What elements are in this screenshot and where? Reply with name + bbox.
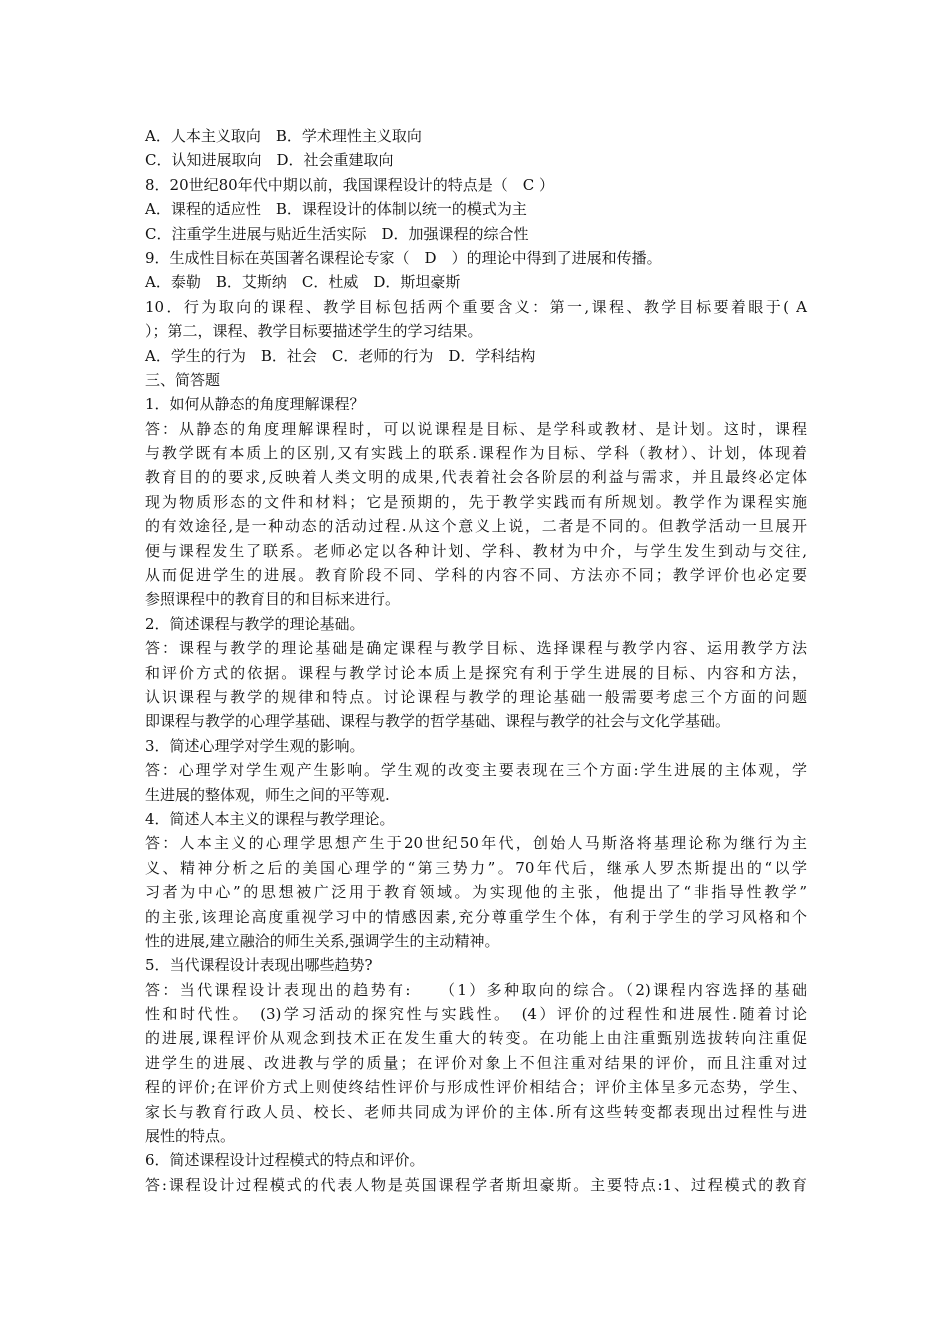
question: 2．简述课程与教学的理论基础。: [145, 614, 365, 633]
question: 1．如何从静态的角度理解课程？: [145, 395, 365, 414]
text-line: 10．行为取向的课程、教学目标包括两个重要含义：第一,课程、教学目标要着眼于( A: [145, 297, 807, 316]
text-line: 认识课程与教学的规律和特点。讨论课程与教学的理论基础一般需要考虑三个方面的问题: [145, 687, 807, 706]
section-heading: 三、简答题: [145, 370, 221, 389]
text-line: 的进展,课程评价从观念到技术正在发生重大的转变。在功能上由注重甄别选拔转向注重促: [145, 1029, 807, 1048]
text-line: ）；第二，课程、教学目标要描述学生的学习结果。: [145, 322, 483, 341]
text-line: 性的进展,建立融洽的师生关系,强调学生的主动精神。: [145, 931, 500, 950]
document-body: [145, 124, 807, 1197]
text-line: 答：心理学对学生观产生影响。学生观的改变主要表现在三个方面:学生进展的主体观，学: [145, 761, 807, 780]
text-line: 从而促进学生的进展。教育阶段不同、学科的内容不同、方法亦不同；教学评价也必定要: [145, 566, 807, 585]
text-line: 生进展的整体观，师生之间的平等观.: [145, 785, 390, 804]
text-line: 的有效途径,是一种动态的活动过程.从这个意义上说，二者是不同的。但教学活动一旦展开: [145, 517, 807, 536]
text-line: 程的评价;在评价方式上则使终结性评价与形成性评价相结合；评价主体呈多元态势，学生、: [145, 1078, 807, 1097]
text-line: 答：当代课程设计表现出的趋势有: （1）多种取向的综合。（2)课程内容选择的基础: [145, 980, 807, 999]
question: 5．当代课程设计表现出哪些趋势?: [145, 956, 373, 975]
text-line: A．人本主义取向 B．学术理性主义取向: [145, 127, 422, 145]
text-line: A．学生的行为 B．社会 C．老师的行为 D．学科结构: [145, 346, 536, 365]
text-line: 教育目的的要求,反映着人类文明的成果,代表着社会各阶层的利益与需求，并且最终必定体: [145, 468, 807, 487]
text-line: 便与课程发生了联系。老师必定以各种计划、学科、教材为中介，与学生发生到动与交往,: [145, 541, 807, 560]
text-line: 答:课程设计过程模式的代表人物是英国课程学者斯坦豪斯。主要特点:1、过程模式的教育: [145, 1175, 807, 1194]
text-line: 家长与教育行政人员、校长、老师共同成为评价的主体.所有这些转变都表现出过程性与进: [145, 1102, 807, 1121]
text-line: C．认知进展取向 D．社会重建取向: [145, 151, 394, 170]
text-line: 义、精神分析之后的美国心理学的“第三势力”。70年代后，继承人罗杰斯提出的“以学: [145, 858, 807, 877]
text-line: 性和时代性。 (3)学习活动的探究性与实践性。 (4）评价的过程性和进展性.随着讨论: [145, 1005, 807, 1024]
text-line: 的主张,该理论高度重视学习中的情感因素,充分尊重学生个体，有利于学生的学习风格和个: [145, 907, 807, 926]
text-line: 即课程与教学的心理学基础、课程与教学的哲学基础、课程与教学的社会与文化学基础。: [145, 712, 731, 731]
text-line: A．课程的适应性 B．课程设计的体制以统一的模式为主: [145, 200, 527, 219]
text-line: 习者为中心”的思想被广泛用于教育领域。为实现他的主张，他提出了“非指导性教学”: [145, 883, 807, 902]
question: 6．简述课程设计过程模式的特点和评价。: [145, 1151, 425, 1170]
question: 4．简述人本主义的课程与教学理论。: [145, 809, 395, 828]
text-line: 8．20世纪80年代中期以前，我国课程设计的特点是（ C ）: [145, 175, 554, 194]
text-line: 答：人本主义的心理学思想产生于20世纪50年代，创始人马斯洛将基理论称为继行为主: [145, 834, 807, 853]
text-line: 和评价方式的依据。课程与教学讨论本质上是探究有利于学生进展的目标、内容和方法，: [145, 663, 807, 682]
text-line: 答：从静态的角度理解课程时，可以说课程是目标、是学科或教材、是计划。这时，课程: [145, 419, 807, 438]
text-line: C．注重学生进展与贴近生活实际 D．加强课程的综合性: [145, 224, 529, 243]
text-line: 与教学既有本质上的区别,又有实践上的联系.课程作为目标、学科（教材）、计划，体现着: [145, 444, 807, 463]
text-line: 参照课程中的教育目的和目标来进行。: [145, 590, 401, 609]
text-line: 现为物质形态的文件和材料；它是预期的，先于教学实践而有所规划。教学作为课程实施: [145, 492, 807, 511]
text-line: A．泰勒 B．艾斯纳 C．杜威 D．斯坦豪斯: [145, 273, 461, 292]
text-line: 展性的特点。: [145, 1127, 236, 1146]
question: 3．简述心理学对学生观的影响。: [145, 736, 365, 755]
text-line: 进学生的进展、改进教与学的质量；在评价对象上不但注重对结果的评价，而且注重对过: [145, 1053, 807, 1072]
text-line: 答：课程与教学的理论基础是确定课程与教学目标、选择课程与教学内容、运用教学方法: [145, 639, 807, 658]
text-line: 9．生成性目标在英国著名课程论专家（ D ）的理论中得到了进展和传播。: [145, 248, 662, 267]
